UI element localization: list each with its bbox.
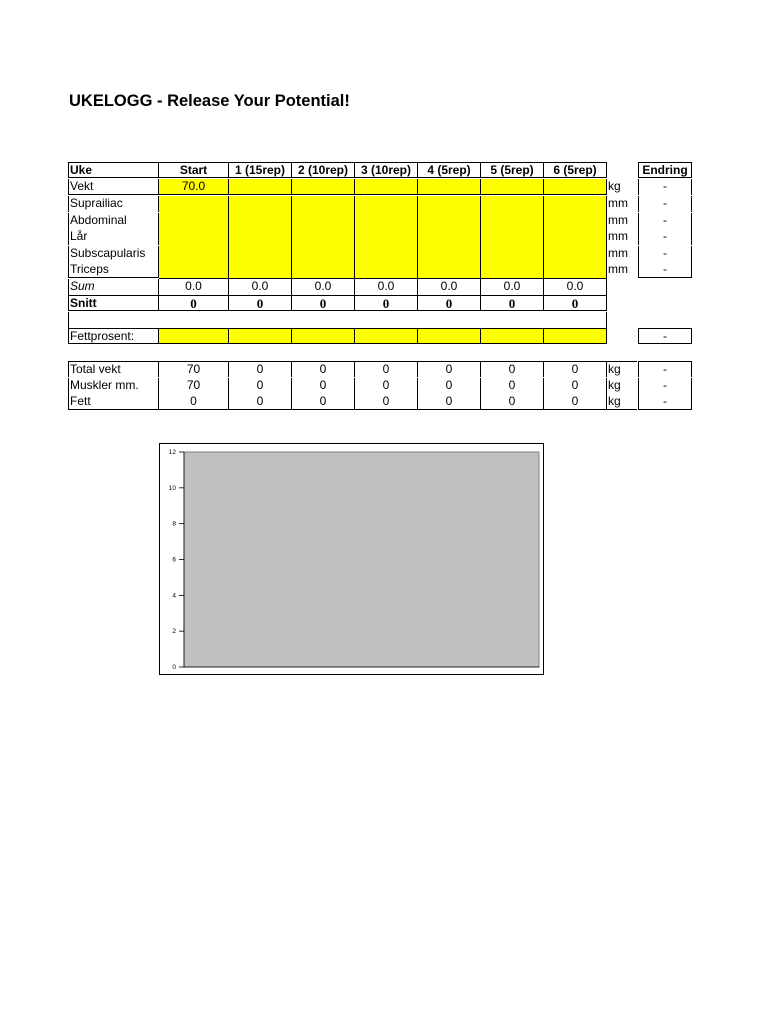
- skinfold-change-2: -: [638, 229, 692, 245]
- bottom-0-week-2: 0: [292, 361, 355, 377]
- skinfold-input-week-4[interactable]: [418, 196, 481, 279]
- y-tick-label-1: 2: [172, 628, 176, 636]
- fettprosent-week-1[interactable]: [229, 328, 292, 344]
- skinfold-input-week-6[interactable]: [544, 196, 607, 279]
- header-week-6: 6 (5rep): [544, 162, 607, 178]
- bottom-2-week-5: 0: [481, 394, 544, 410]
- fettprosent-week-5[interactable]: [481, 328, 544, 344]
- spacer-row: [68, 312, 607, 328]
- progress-chart-plot: [160, 444, 543, 674]
- vekt-week-1[interactable]: [229, 179, 292, 195]
- skinfold-change-3: -: [638, 246, 692, 262]
- snitt-week-3: 0: [355, 295, 418, 311]
- bottom-0-week-0: 70: [159, 361, 229, 377]
- bottom-2-week-1: 0: [229, 394, 292, 410]
- bottom-change-1: -: [638, 378, 692, 394]
- bottom-change-0: -: [638, 361, 692, 377]
- snitt-week-5: 0: [481, 295, 544, 311]
- header-change: Endring: [638, 162, 692, 178]
- bottom-label-2: Fett: [68, 394, 159, 410]
- bottom-2-week-4: 0: [418, 394, 481, 410]
- header-week-5: 5 (5rep): [481, 162, 544, 178]
- y-tick-label-0: 0: [172, 664, 176, 671]
- bottom-0-week-1: 0: [229, 361, 292, 377]
- snitt-week-0: 0: [159, 295, 229, 311]
- vekt-week-5[interactable]: [481, 179, 544, 195]
- bottom-1-week-3: 0: [355, 378, 418, 394]
- bottom-unit-2: kg: [607, 394, 637, 410]
- skinfold-label-2: Lår: [68, 229, 159, 245]
- sum-week-6: 0.0: [544, 279, 607, 295]
- bottom-1-week-4: 0: [418, 378, 481, 394]
- bottom-0-week-4: 0: [418, 361, 481, 377]
- sum-week-3: 0.0: [355, 279, 418, 295]
- fettprosent-week-0[interactable]: [159, 328, 229, 344]
- vekt-week-2[interactable]: [292, 179, 355, 195]
- bottom-unit-1: kg: [608, 377, 621, 392]
- bottom-label-1: Muskler mm.: [68, 378, 159, 394]
- snitt-label: Snitt: [68, 295, 159, 311]
- vekt-week-3[interactable]: [355, 179, 418, 195]
- snitt-week-4: 0: [418, 295, 481, 311]
- header-week-2: 2 (10rep): [292, 162, 355, 178]
- plot-area: [184, 452, 539, 667]
- sum-week-1: 0.0: [229, 279, 292, 295]
- skinfold-label-4: Triceps: [68, 262, 159, 278]
- vekt-start[interactable]: 70.0: [159, 179, 229, 195]
- bottom-unit-0: kg: [607, 361, 637, 377]
- skinfold-unit-3: mm: [608, 245, 628, 260]
- bottom-1-week-5: 0: [481, 378, 544, 394]
- sum-week-0: 0.0: [159, 279, 229, 295]
- skinfold-input-week-2[interactable]: [292, 196, 355, 279]
- skinfold-input-week-0[interactable]: [159, 196, 229, 279]
- fettprosent-week-6[interactable]: [544, 328, 607, 344]
- page-title: UKELOGG - Release Your Potential!: [69, 92, 350, 110]
- skinfold-label-1: Abdominal: [68, 213, 159, 229]
- progress-chart: [159, 443, 544, 675]
- header-week-4: 4 (5rep): [418, 162, 481, 178]
- skinfold-unit-0: mm: [608, 196, 628, 210]
- fettprosent-week-3[interactable]: [355, 328, 418, 344]
- y-tick-label-4: 8: [172, 520, 176, 528]
- header-label: Uke: [68, 162, 159, 178]
- bottom-1-week-1: 0: [229, 378, 292, 394]
- y-tick-label-3: 6: [172, 556, 176, 564]
- y-tick-label-2: 4: [172, 592, 176, 600]
- skinfold-unit-1: mm: [608, 212, 628, 227]
- skinfold-input-week-1[interactable]: [229, 196, 292, 279]
- fettprosent-week-2[interactable]: [292, 328, 355, 344]
- skinfold-input-week-3[interactable]: [355, 196, 418, 279]
- y-tick-label-5: 10: [168, 484, 176, 492]
- bottom-1-week-2: 0: [292, 378, 355, 394]
- bottom-1-week-0: 70: [159, 378, 229, 394]
- bottom-1-week-6: 0: [544, 378, 607, 394]
- vekt-week-6[interactable]: [544, 179, 607, 195]
- skinfold-change-0: -: [638, 196, 692, 212]
- bottom-0-week-3: 0: [355, 361, 418, 377]
- sum-week-2: 0.0: [292, 279, 355, 295]
- skinfold-change-4: -: [638, 262, 692, 278]
- bottom-label-0: Total vekt: [68, 361, 159, 377]
- skinfold-unit-4: mm: [608, 262, 628, 277]
- skinfold-change-1: -: [638, 213, 692, 229]
- fettprosent-label: Fettprosent:: [68, 328, 159, 344]
- bottom-0-week-5: 0: [481, 361, 544, 377]
- snitt-week-1: 0: [229, 295, 292, 311]
- header-week-3: 3 (10rep): [355, 162, 418, 178]
- vekt-change: -: [638, 179, 692, 195]
- y-tick-label-6: 12: [168, 449, 176, 456]
- header-week-0: Start: [159, 162, 229, 178]
- sum-label: Sum: [68, 279, 159, 295]
- bottom-0-week-6: 0: [544, 361, 607, 377]
- vekt-label: Vekt: [68, 179, 159, 195]
- bottom-2-week-6: 0: [544, 394, 607, 410]
- skinfold-label-0: Suprailiac: [68, 196, 159, 212]
- skinfold-unit-2: mm: [608, 229, 628, 244]
- header-week-1: 1 (15rep): [229, 162, 292, 178]
- bottom-2-week-2: 0: [292, 394, 355, 410]
- skinfold-input-week-5[interactable]: [481, 196, 544, 279]
- vekt-unit: kg: [608, 179, 621, 193]
- sum-week-4: 0.0: [418, 279, 481, 295]
- bottom-change-2: -: [638, 394, 692, 410]
- fettprosent-week-4[interactable]: [418, 328, 481, 344]
- fettprosent-change: -: [638, 328, 692, 344]
- snitt-week-6: 0: [544, 295, 607, 311]
- snitt-week-2: 0: [292, 295, 355, 311]
- bottom-2-week-0: 0: [159, 394, 229, 410]
- sum-week-5: 0.0: [481, 279, 544, 295]
- skinfold-label-3: Subscapularis: [68, 246, 159, 262]
- vekt-week-4[interactable]: [418, 179, 481, 195]
- bottom-2-week-3: 0: [355, 394, 418, 410]
